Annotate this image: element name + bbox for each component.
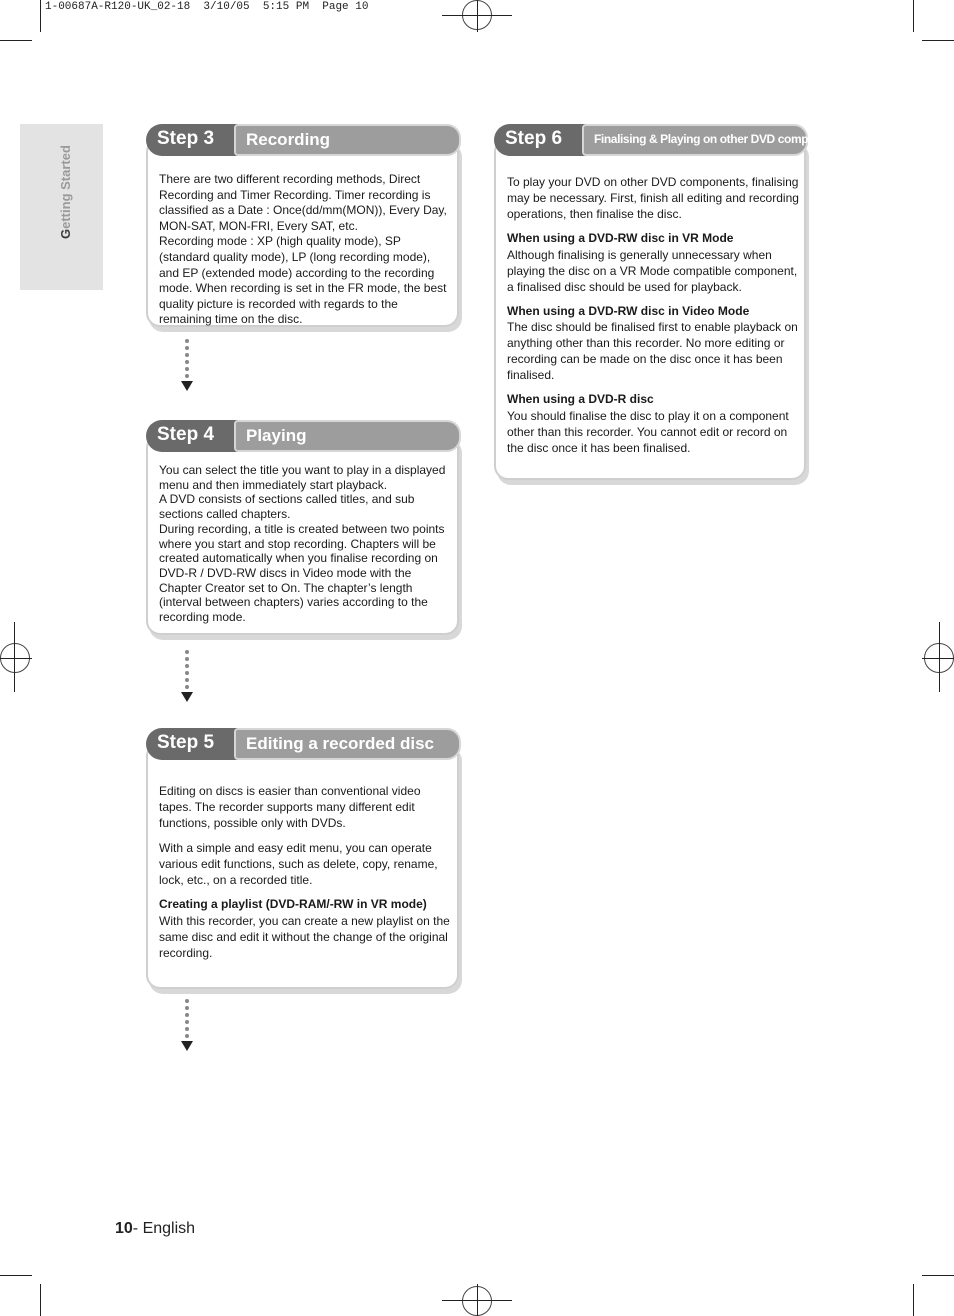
crop-mark [922, 40, 954, 41]
step-title: Finalising & Playing on other DVD components [582, 124, 808, 156]
step-4-header [146, 420, 461, 452]
paragraph: To play your DVD on other DVD components, finalising may be necessary. First, finish all editing and recording operations, then finalise the disc. [507, 175, 799, 221]
crop-mark [913, 1284, 914, 1316]
crop-mark [40, 0, 41, 32]
paragraph: With this recorder, you can create a new playlist on the same disc and edit it without the change of the original recording. [159, 913, 450, 960]
crop-mark [14, 622, 15, 692]
crop-mark [922, 658, 954, 659]
subsection-heading: When using a DVD-R disc [507, 392, 654, 407]
step-3-body [159, 172, 451, 328]
subsection-heading: When using a DVD-RW disc in Video Mode [507, 303, 750, 318]
step-5-body [159, 783, 451, 961]
step-title: Editing a recorded disc [234, 728, 461, 760]
page-footer [115, 1220, 195, 1238]
step-label: Step 5 [146, 728, 246, 760]
paragraph: The disc should be finalised first to enable playback on anything other than this recorder. No more editing or recording can be made on the disc once it has been finalised. [507, 320, 798, 383]
step-label: Step 4 [146, 420, 246, 452]
paragraph: Recording mode : XP (high quality mode), SP (standard quality mode), LP (long recording mode), and EP (extended mode) according to the recording mode. When recording is set in the FR mode, the best quality picture is recorded with regards to the remaining time on the disc. [159, 234, 447, 327]
crop-mark [477, 0, 478, 32]
paragraph: You can select the title you want to play in a displayed menu and then immediately start playback. [159, 463, 446, 492]
paragraph: During recording, a title is created between two points where you start and stop recording. Chapters will be created automatically when you finalise recording on DVD-R / DVD-RW discs in Video mode with the Chapter Creator set to On. The chapter’s length (interval between chapters) varies according to the recording mode. [159, 521, 445, 625]
subsection-heading: Creating a playlist (DVD-RAM/-RW in VR mode) [159, 897, 427, 911]
crop-mark [0, 1275, 32, 1276]
crop-mark [922, 1275, 954, 1276]
section-label: Getting Started [58, 145, 73, 239]
paragraph: There are two different recording methods, Direct Recording and Timer Recording. Timer recording is classified as a Date : Once(dd/mm(MON)), Every Day, MON-SAT, MON-FRI, Every SAT, etc. [159, 172, 447, 233]
paragraph: A DVD consists of sections called titles, and sub sections called chapters. [159, 492, 415, 522]
crop-mark [40, 1284, 41, 1316]
step-title: Playing [234, 420, 461, 452]
crop-mark [939, 622, 940, 692]
crop-mark [0, 658, 32, 659]
step-title: Recording [234, 124, 461, 156]
print-header: 1-00687A-R120-UK_02-18 3/10/05 5:15 PM Page 10 [45, 1, 369, 13]
step-label: Step 6 [494, 124, 594, 156]
footer-language: - English [132, 1220, 196, 1237]
flow-arrow-icon [180, 999, 194, 1051]
step-5-header [146, 728, 461, 760]
paragraph: You should finalise the disc to play it on a component other than this recorder. You cannot edit or record on the disc once it has been finalised. [507, 408, 789, 455]
crop-mark [913, 0, 914, 32]
flow-arrow-icon [180, 650, 194, 702]
paragraph: Although finalising is generally unnecessary when playing the disc on a VR Mode compatible component, a finalised disc should be used for playback. [507, 247, 798, 294]
crop-mark [0, 40, 32, 41]
paragraph: Editing on discs is easier than conventional video tapes. The recorder supports many different edit functions, possible only with DVDs. [159, 784, 421, 830]
step-3-header [146, 124, 461, 156]
paragraph: With a simple and easy edit menu, you can operate various edit functions, such as delete, copy, rename, lock, etc., on a recorded title. [159, 841, 438, 887]
step-4-body [159, 463, 451, 625]
step-6-header [494, 124, 846, 156]
subsection-heading: When using a DVD-RW disc in VR Mode [507, 231, 734, 245]
flow-arrow-icon [180, 339, 194, 391]
page-number: 10 [115, 1220, 133, 1237]
step-6-body [507, 174, 799, 456]
section-side-tab [20, 124, 103, 290]
crop-mark [477, 1284, 478, 1316]
step-label: Step 3 [146, 124, 246, 156]
